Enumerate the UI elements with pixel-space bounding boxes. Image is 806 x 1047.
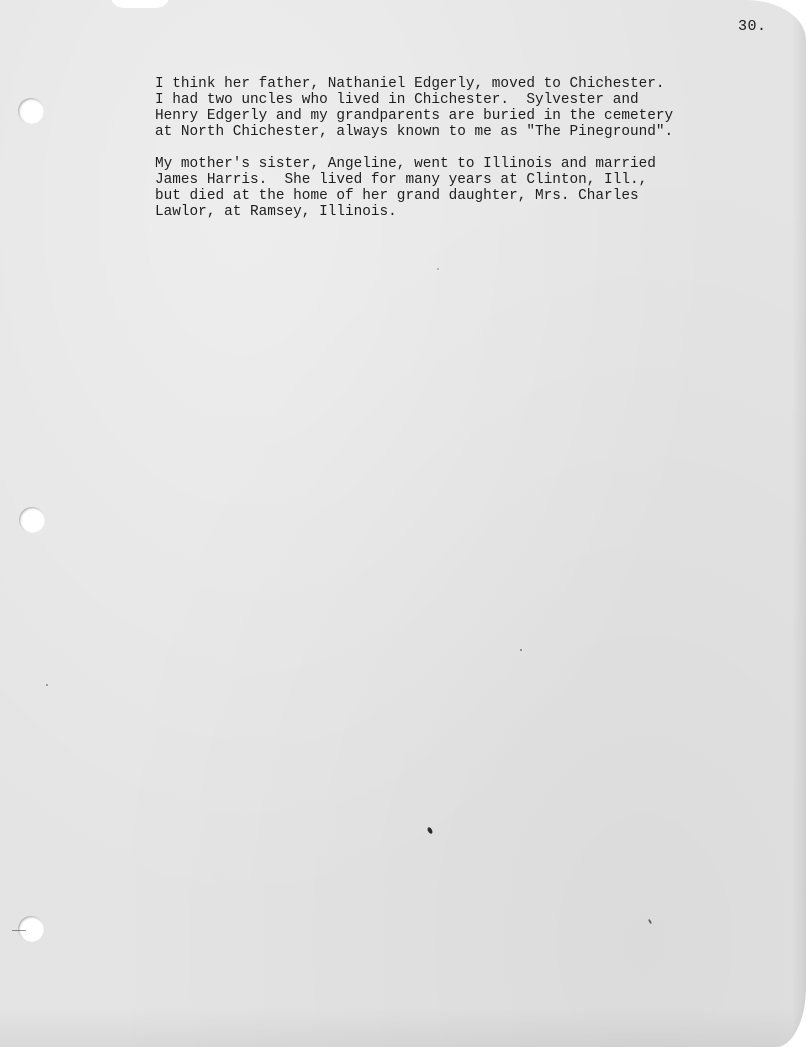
paper-edge-notch [110,0,170,8]
punch-hole-top [18,98,44,124]
ink-speck [520,649,522,651]
text-line: I think her father, Nathaniel Edgerly, moved to Chichester. [155,76,665,92]
text-line: Lawlor, at Ramsey, Illinois. [155,204,397,220]
text-line: but died at the home of her grand daughter, Mrs. Charles [155,188,639,204]
punch-hole-middle [19,507,45,533]
ink-speck [46,684,48,686]
text-line: My mother's sister, Angeline, went to Illinois and married [155,156,656,172]
page-number: 30. [738,18,767,35]
paper-bottom-shadow [0,1007,806,1047]
ink-speck [12,930,26,931]
text-line: I had two uncles who lived in Chichester. Sylvester and [155,92,639,108]
body-text [155,76,755,236]
text-line: Henry Edgerly and my grandparents are buried in the cemetery [155,108,674,124]
ink-speck [427,826,434,834]
ink-speck [437,268,439,270]
text-line: at North Chichester, always known to me as "The Pineground". [155,124,674,140]
text-line: James Harris. She lived for many years at Clinton, Ill., [155,172,648,188]
paragraph-2 [155,156,755,220]
paper-edge-shadow [792,0,806,1047]
paragraph-1 [155,76,755,140]
punch-hole-bottom [18,916,44,942]
ink-speck [648,919,652,924]
